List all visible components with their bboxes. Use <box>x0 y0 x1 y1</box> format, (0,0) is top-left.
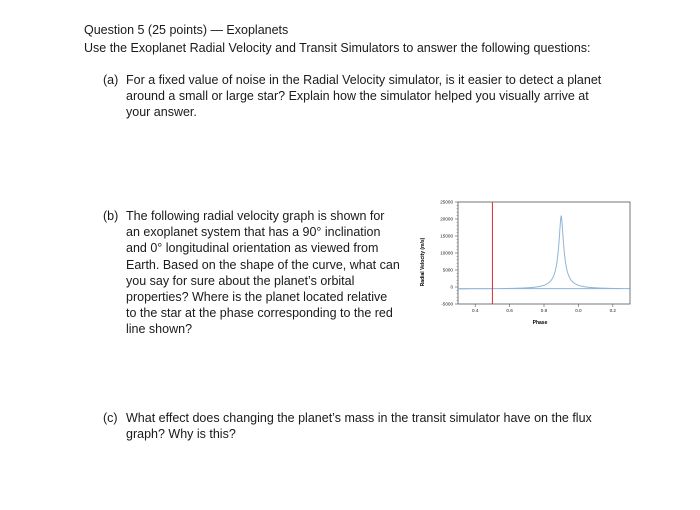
part-b-line: you say for sure about the planet’s orbital <box>126 273 355 288</box>
y-tick-label: 15000 <box>440 233 453 239</box>
part-b-line: Earth. Based on the shape of the curve, what can <box>126 257 400 272</box>
part-b-line: properties? Where is the planet located relative <box>126 290 388 305</box>
y-tick-label: 25000 <box>440 199 453 205</box>
part-c-letter: (c) <box>103 411 118 425</box>
x-tick-label: 0.2 <box>609 308 616 313</box>
question-title: Question 5 (25 points) — Exoplanets <box>84 23 289 37</box>
y-tick-label: -5000 <box>441 301 453 307</box>
part-b-line: The following radial velocity graph is shown for <box>126 209 385 223</box>
x-tick-label: 0.0 <box>575 308 582 313</box>
y-tick-label: 10000 <box>440 250 453 256</box>
part-b-text <box>126 208 400 338</box>
radial-velocity-chart <box>418 192 638 344</box>
part-a-text <box>126 72 601 121</box>
y-tick-label: 5000 <box>442 267 453 273</box>
part-a-line: your answer. <box>126 105 197 120</box>
part-b-line: to the star at the phase corresponding to the red <box>126 306 393 321</box>
x-tick-label: 0.4 <box>472 308 479 313</box>
part-c-text <box>126 410 592 442</box>
part-c-line: graph? Why is this? <box>126 427 236 442</box>
part-b-letter: (b) <box>103 209 119 223</box>
y-tick-label: 0 <box>450 284 453 290</box>
y-tick-label: 20000 <box>440 216 453 222</box>
question-intro: Use the Exoplanet Radial Velocity and Transit Simulators to answer the following questions: <box>84 41 591 55</box>
part-a-line: For a fixed value of noise in the Radial Velocity simulator, is it easier to detect a planet <box>126 73 602 87</box>
radial-velocity-svg <box>418 192 638 344</box>
part-c-line: What effect does changing the planet’s mass in the transit simulator have on the flux <box>126 411 592 425</box>
part-b-line: line shown? <box>126 322 193 337</box>
part-b-line: an exoplanet system that has a 90° inclination <box>126 225 381 240</box>
part-a-line: around a small or large star? Explain how the simulator helped you visually arrive at <box>126 89 589 104</box>
part-b-line: and 0° longitudinal orientation as viewed from <box>126 241 379 256</box>
part-a-letter: (a) <box>103 73 119 87</box>
x-tick-label: 0.8 <box>540 308 548 313</box>
x-axis-label: Phase <box>532 320 548 326</box>
x-tick-label: 0.6 <box>506 308 513 313</box>
y-axis-label: Radial Velocity (m/s) <box>420 237 426 287</box>
chart-axes <box>440 200 630 313</box>
velocity-curve <box>458 216 630 289</box>
